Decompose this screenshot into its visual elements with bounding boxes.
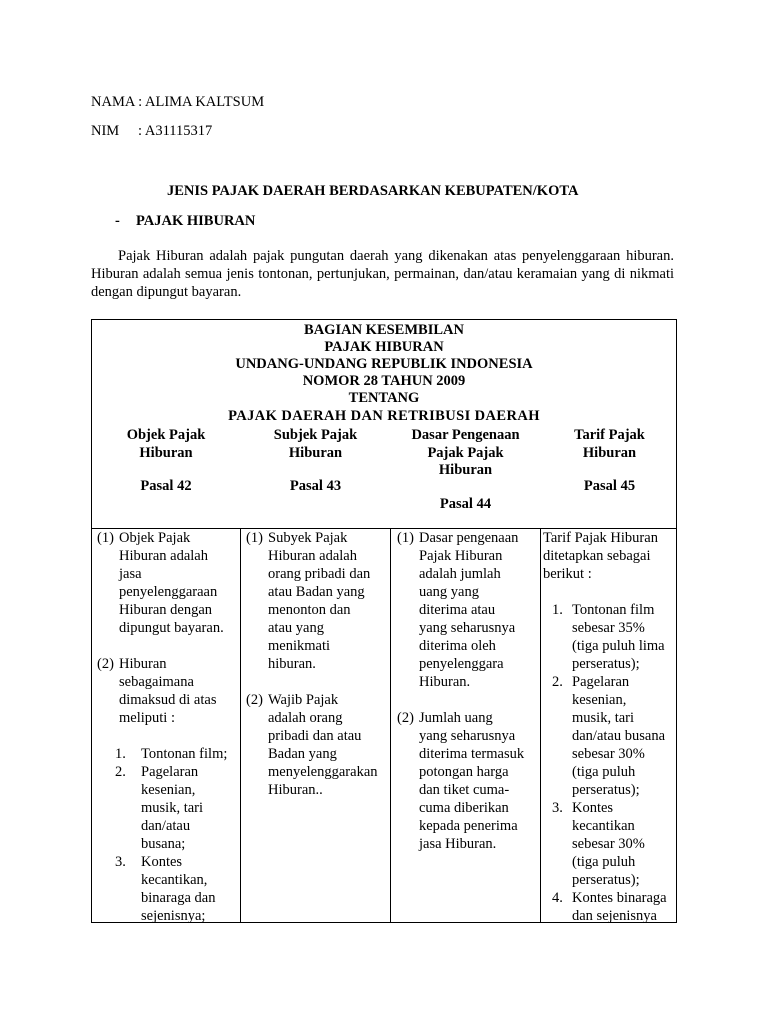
item-line: Badan yang [268, 746, 337, 762]
item-line: jasa [119, 566, 142, 582]
law-header-line: PAJAK HIBURAN [324, 339, 444, 355]
section-heading: PAJAK HIBURAN [136, 213, 256, 229]
column-divider [240, 529, 241, 922]
item-line: yang seharusnya [419, 620, 516, 636]
item-line: Kontes binaraga [572, 890, 667, 906]
item-line: dan/atau busana [572, 728, 666, 744]
law-header-line: TENTANG [348, 390, 420, 406]
column-divider [390, 529, 391, 922]
item-line: menonton dan [268, 602, 351, 618]
column-title: Subjek Pajak [273, 427, 358, 443]
student-nim [91, 122, 291, 140]
item-number: (1) [246, 530, 263, 546]
item-line: dipungut bayaran. [119, 620, 224, 636]
item-line: Pagelaran [141, 764, 199, 780]
column-pasal: Pasal 42 [140, 478, 192, 494]
item-line: Tarif Pajak Hiburan [543, 530, 658, 546]
list-item [397, 709, 539, 853]
item-line: Hiburan.. [268, 782, 323, 798]
item-line: atau yang [268, 620, 324, 636]
list-item [397, 529, 539, 691]
item-line: diterima termasuk [419, 746, 525, 762]
item-number: 2. [552, 674, 563, 690]
item-line: meliputi : [119, 710, 175, 726]
item-number: 1. [552, 602, 563, 618]
item-line: (tiga puluh [572, 764, 636, 780]
item-line: kecantikan, [141, 872, 208, 888]
item-line: Jumlah uang [419, 710, 493, 726]
item-number: 3. [552, 800, 563, 816]
item-line: Hiburan [119, 656, 167, 672]
column-header-dasar [391, 427, 540, 513]
column-header-subjek [241, 427, 390, 496]
law-header-line: PAJAK DAERAH DAN RETRIBUSI DAERAH [228, 408, 540, 424]
document-title: JENIS PAJAK DAERAH BERDASARKAN KEBUPATEN/KOTA [167, 183, 579, 199]
list-item [97, 763, 237, 853]
item-line: binaraga dan [141, 890, 216, 906]
item-line: sebesar 35% [572, 620, 645, 636]
item-line: kesenian, [141, 782, 196, 798]
item-line: uang yang [419, 584, 479, 600]
law-header-line: UNDANG-UNDANG REPUBLIK INDONESIA [235, 356, 533, 372]
intro-paragraph-text: Pajak Hiburan adalah pajak pungutan daerah yang dikenakan atas penyelenggaraan hiburan. Hiburan adalah semua jenis tontonan, pertunjukan, permainan, dan/atau keramaian yang di nikmati dengan dipungut bayaran. [91, 248, 674, 300]
column-title: Objek Pajak [126, 427, 206, 443]
law-header-line: NOMOR 28 TAHUN 2009 [302, 373, 466, 389]
item-line: dan sejenisnya [572, 908, 657, 924]
item-line: diterima oleh [419, 638, 496, 654]
list-item [97, 655, 237, 727]
item-line: Tontonan film; [141, 746, 228, 762]
item-line: sebagaimana [119, 674, 194, 690]
item-line: Kontes [141, 854, 183, 870]
list-item [246, 691, 388, 799]
list-item [97, 529, 237, 637]
item-number: (2) [397, 710, 414, 726]
column-header-tarif [541, 427, 678, 496]
item-line: Tontonan film [572, 602, 655, 618]
item-number: (2) [97, 656, 114, 672]
item-line: Pagelaran [572, 674, 630, 690]
item-number: 2. [115, 764, 126, 780]
item-number: (1) [97, 530, 114, 546]
item-line: cuma diberikan [419, 800, 509, 816]
column-title: Hiburan [438, 462, 493, 478]
cell-objek [97, 529, 237, 925]
item-number: 3. [115, 854, 126, 870]
item-line: menyelenggarakan [268, 764, 378, 780]
nim-label: NIM [91, 123, 120, 139]
item-line: busana; [141, 836, 186, 852]
item-line: menikmati [268, 638, 331, 654]
item-line: sebesar 30% [572, 746, 645, 762]
item-line: diterima atau [419, 602, 496, 618]
list-item [97, 853, 237, 925]
item-line: musik, tari [141, 800, 204, 816]
student-name: NAMA : ALIMA KALTSUM [91, 94, 265, 110]
item-line: ditetapkan sebagai [543, 548, 651, 564]
item-line: penyelenggara [419, 656, 504, 672]
law-table [91, 319, 677, 923]
item-line: pribadi dan atau [268, 728, 362, 744]
item-line: dimaksud di atas [119, 692, 217, 708]
cell-dasar [397, 529, 539, 853]
list-item [543, 799, 677, 889]
item-line: adalah jumlah [419, 566, 501, 582]
column-pasal: Pasal 45 [583, 478, 636, 494]
item-line: kepada penerima [419, 818, 518, 834]
column-pasal: Pasal 43 [289, 478, 342, 494]
item-line: dan tiket cuma- [419, 782, 510, 798]
column-title: Hiburan [582, 444, 637, 461]
item-line: dan/atau [141, 818, 191, 834]
list-item [97, 745, 237, 763]
law-header-line: BAGIAN KESEMBILAN [304, 322, 464, 338]
item-line: (tiga puluh [572, 854, 636, 870]
item-number: 1. [115, 746, 126, 762]
item-line: atau Badan yang [268, 584, 365, 600]
item-number: (2) [246, 692, 263, 708]
column-pasal: Pasal 44 [439, 495, 492, 512]
item-line: kesenian, [572, 692, 627, 708]
intro-paragraph [91, 247, 674, 301]
item-line: adalah orang [268, 710, 343, 726]
item-line: perseratus); [572, 656, 640, 672]
nim-value: : A31115317 [138, 123, 213, 139]
item-line: musik, tari [572, 710, 635, 726]
item-line: hiburan. [268, 656, 316, 672]
item-line: penyelenggaraan [119, 584, 218, 600]
item-line: Hiburan. [419, 674, 471, 690]
section-bullet: - [115, 213, 120, 229]
item-number: 4. [552, 890, 563, 906]
tarif-intro [543, 529, 677, 583]
item-line: Dasar pengenaan [419, 530, 519, 546]
column-header-objek [92, 427, 240, 496]
item-line: kecantikan [572, 818, 635, 834]
cell-tarif [543, 529, 677, 925]
item-line: perseratus); [572, 872, 640, 888]
item-line: perseratus); [572, 782, 640, 798]
column-title: Tarif Pajak [574, 427, 645, 443]
item-line: sebesar 30% [572, 836, 645, 852]
item-line: Objek Pajak [119, 530, 191, 546]
item-line: potongan harga [419, 764, 509, 780]
column-title: Hiburan [139, 444, 193, 461]
column-title: Hiburan [288, 444, 343, 461]
item-line: Pajak Hiburan [419, 548, 503, 564]
column-title: Pajak Pajak [427, 444, 504, 461]
item-line: Hiburan adalah [119, 548, 208, 564]
list-item [246, 529, 388, 673]
item-number: (1) [397, 530, 414, 546]
item-line: Wajib Pajak [268, 692, 339, 708]
item-line: (tiga puluh lima [572, 638, 665, 654]
list-item [543, 673, 677, 799]
cell-subjek [246, 529, 388, 799]
list-item [543, 889, 677, 925]
item-line: Hiburan dengan [119, 602, 213, 618]
item-line: Kontes [572, 800, 614, 816]
item-line: sejenisnya; [141, 908, 206, 924]
item-line: orang pribadi dan [268, 566, 371, 582]
item-line: yang seharusnya [419, 728, 516, 744]
column-divider [540, 529, 541, 922]
list-item [543, 601, 677, 673]
column-title: Dasar Pengenaan [411, 427, 520, 443]
item-line: jasa Hiburan. [419, 836, 497, 852]
item-line: Subyek Pajak [268, 530, 348, 546]
item-line: Hiburan adalah [268, 548, 357, 564]
item-line: berikut : [543, 566, 592, 582]
